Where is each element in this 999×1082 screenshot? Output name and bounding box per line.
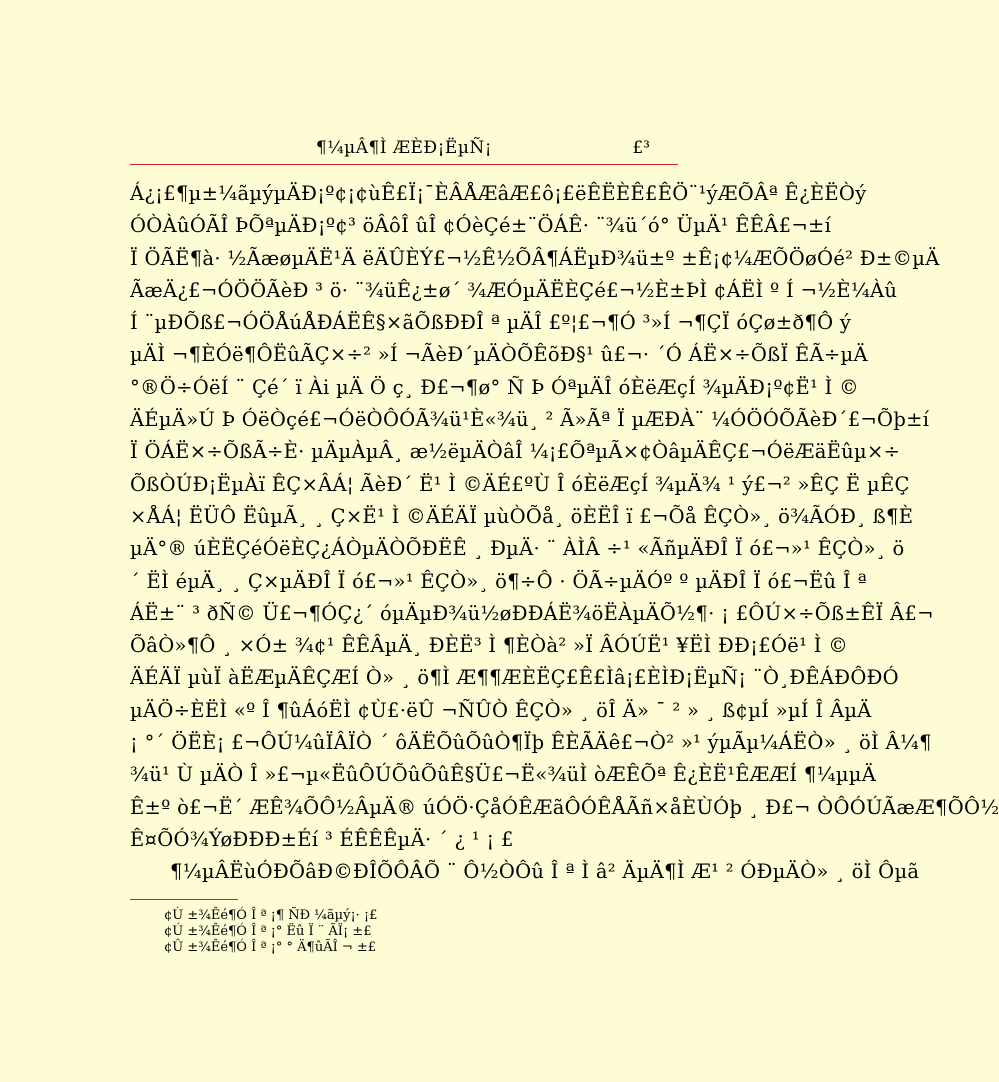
text-line: µÄÖ÷ÈËÌ «º Î ¶ûÁóËÌ ¢Ù£·ëÛ ¬ÑÛÒ ÊÇÒ» ¸ öÎ Ä» ¯ ² » ¸ ß¢µÍ »µÍ Î ÂµÄ — [130, 698, 872, 722]
text-line: ÁË±¨ ³ ðÑ© Ü£¬¶ÓÇ¿´ óµÄµÐ¾ü½øÐÐÁË¾öËÀµÄÕ½¶· ¡ £ÔÚ×÷Õß±ÊÏ Â£¬ — [130, 601, 934, 625]
text-line: Í ¨µÐÕß£¬ÓÖÅúÅÐÁËÊ§×ãÕßÐÐÎ ª µÄÎ £º¦£¬¶Ó ³»Í ¬¶ÇÏ óÇø±ð¶Ô ý — [130, 311, 852, 335]
footnote-divider — [130, 899, 238, 900]
footnote-3: ¢Û ±¾Êé¶Ó Î ª ¡° ° Ä¶ûÃÎ ¬ ±£ — [164, 940, 377, 955]
footnote-2: ¢Ú ±¾Êé¶Ó Î ª ¡° Ëû Ï ¨ ÃÏ¡ ±£ — [164, 924, 372, 939]
text-line: ÃæÄ¿£¬ÓÖÖÃèÐ ³ ö· ¨¾üÊ¿±ø´ ¾ÆÓµÄËÈÇé£¬½È±ÞÌ ¢ÁËÌ º Í ¬½È¼Àû — [130, 278, 898, 302]
footnote-1: ¢Ù ±¾Êé¶Ó Î ª ¡¶ ÑÐ ¼ãµý¡· ¡£ — [164, 908, 378, 923]
text-line: Ï ÖÃË¶à· ½ÃæøµÄË¹Ä ëÄÛÈÝ£¬½Ê½ÕÂ¶ÁËµÐ¾ü±º ±Ê¡¢¼ÆÕÖøÓé² Ð±©µÄ — [130, 246, 940, 270]
text-line: ¡ °´ ÖËÈ¡ £¬ÔÚ¼ûÏÂÏÒ ´ ôÄËÕûÕûÒ¶Ïþ ÊÈÃÄê£¬Ò² »¹ ýµÃµ¼ÁËÒ» ¸ öÌ Â¼¶ — [130, 731, 932, 755]
text-line: °®Ö÷ÓëÍ ¨ Çé´ ï Ài µÄ Ö ç¸ Ð£¬¶ø° Ñ Þ ÓªµÄÎ óÈëÆçÍ ¾µÄÐ¡º¢Ë¹ Ì © — [130, 375, 859, 399]
text-line: Ï ÖÁË×÷ÕßÃ÷È· µÄµÀµÂ¸ æ½ëµÄÒâÎ ¼¡£ÕªµÃ×¢ÒâµÄÊÇ£¬ÓëÆäËûµ×÷ — [130, 440, 901, 464]
header-divider — [130, 164, 678, 165]
text-line: ÕßÒÚÐ¡ËµÀï ÊÇ×ÂÁ¦ ÃèÐ´ Ë¹ Ì ©ÄÉ£ºÙ Î óÈëÆçÍ ¾µÄ¾ ¹ ý£¬² »ÊÇ Ë µÊÇ — [130, 472, 910, 496]
running-title: ¶¼µÂ¶Ì ÆÈÐ¡ËµÑ¡ — [315, 138, 493, 158]
text-line: µÄ°® úÈËÇéÓëÈÇ¿ÁÒµÄÒÕÐËÊ ¸ ÐµÄ· ¨ ÀÌÂ ÷¹ «ÃñµÄÐÎ Ï ó£¬»¹ ÊÇÒ»¸ ö — [130, 537, 905, 561]
page-number: £³ — [632, 138, 650, 158]
text-line: ÕâÒ»¶Ô ¸ ×Ó± ¾¢¹ ÊÊÂµÄ¸ ÐÈË³ Ì ¶ÈÒà² »Ï ÂÓÚË¹ ¥ËÌ ÐÐ¡£Óë¹ Ì © — [130, 634, 848, 658]
body-text — [130, 178, 999, 889]
text-line: ÄÉÄÏ µùÏ àËÆµÄÊÇÆÍ Ò» ¸ ö¶Ì Æ¶¶ÆÈËÇ£Ê£Ìâ¡£ÈÌÐ¡ËµÑ¡ ¨Ò¸ÐÊÁÐÔÐÓ — [130, 666, 899, 690]
footnotes — [164, 908, 377, 956]
text-line: Ê¤ÕÓ¾ÝøÐÐÐ±Éí ³ ÉÊÊÊµÄ· ´ ¿ ¹ ¡ £ — [130, 827, 514, 851]
text-line: ÄÉµÄ»Ú Þ ÓëÒçé£¬ÓëÒÔÓÃ¾ü¹È«¾ü¸ ² Ã»Ãª Ï µÆÐÀ¨ ¼ÓÖÓÕÃèÐ´£¬Õþ±í — [130, 408, 930, 432]
text-line: Á¿¡£¶µ±¼ãµýµÄÐ¡º¢¡¢ùÊ£Ï¡¯ÈÂÅÆâÆ£ô¡£ëÊËÈÊ£ÊÖ¨¹ýÆÕÂª Ê¿ÈËÒý — [130, 182, 867, 205]
text-line: ´ ËÌ éµÄ¸ ¸ Ç×µÄÐÎ Ï ó£¬»¹ ÊÇÒ»¸ ö¶÷Ô · ÖÃ÷µÄÓº º µÄÐÎ Ï ó£¬Ëû Î ª — [130, 569, 867, 593]
text-line: µÄÌ ¬¶ÈÓë¶ÔËûÃÇ×÷² »Í ¬ÃèÐ´µÄÒÕÊõÐ§¹ û£¬· ´Ó ÁË×÷ÕßÏ ÊÃ÷µÄ — [130, 343, 868, 367]
text-line: ×ÅÁ¦ ËÜÔ ËûµÃ¸ ¸ Ç×Ë¹ Ì ©ÄÉÄÏ µùÒÕå¸ öÈËÎ ï £¬Õå ÊÇÒ»¸ ö¾ÃÓÐ¸ ß¶È — [130, 504, 914, 528]
text-line: ¾ü¹ Ù µÄÒ Î »£¬µ«ËûÔÚÕûÕûÊ§Ü£¬Ë«¾üÌ òÆÊÕª Ê¿ÈË¹ÊÆÆÍ ¶¼µµÄ — [130, 763, 877, 787]
paragraph-first-line: ¶¼µÂËùÓÐÕâÐ©ÐÎÕÔÂÕ ¨ Ô½ÒÔû Î ª Ì â² ÄµÄ¶Ì Æ¹ ² ÓÐµÄÒ» ¸ öÌ Ôµã — [170, 860, 920, 884]
text-line: ÓÒÀûÓÃÎ ÞÕªµÄÐ¡º¢³ öÂôÎ ûÎ ¢ÓèÇé±¨ÖÁÊ· ¨¾ü´ó° ÜµÄ¹ ÊÊÂ£¬±í — [130, 214, 832, 238]
running-head — [130, 138, 678, 164]
text-line: Ê±º ò£¬Ë´ ÆÊ¾ÕÔ½ÂµÄ® úÓÖ·ÇåÓÊÆãÔÓÊÅÃñ×åÈÙÓþ ¸ Ð£¬ ÒÔÓÚÃæÆ¶ÕÔ½ — [130, 795, 999, 819]
